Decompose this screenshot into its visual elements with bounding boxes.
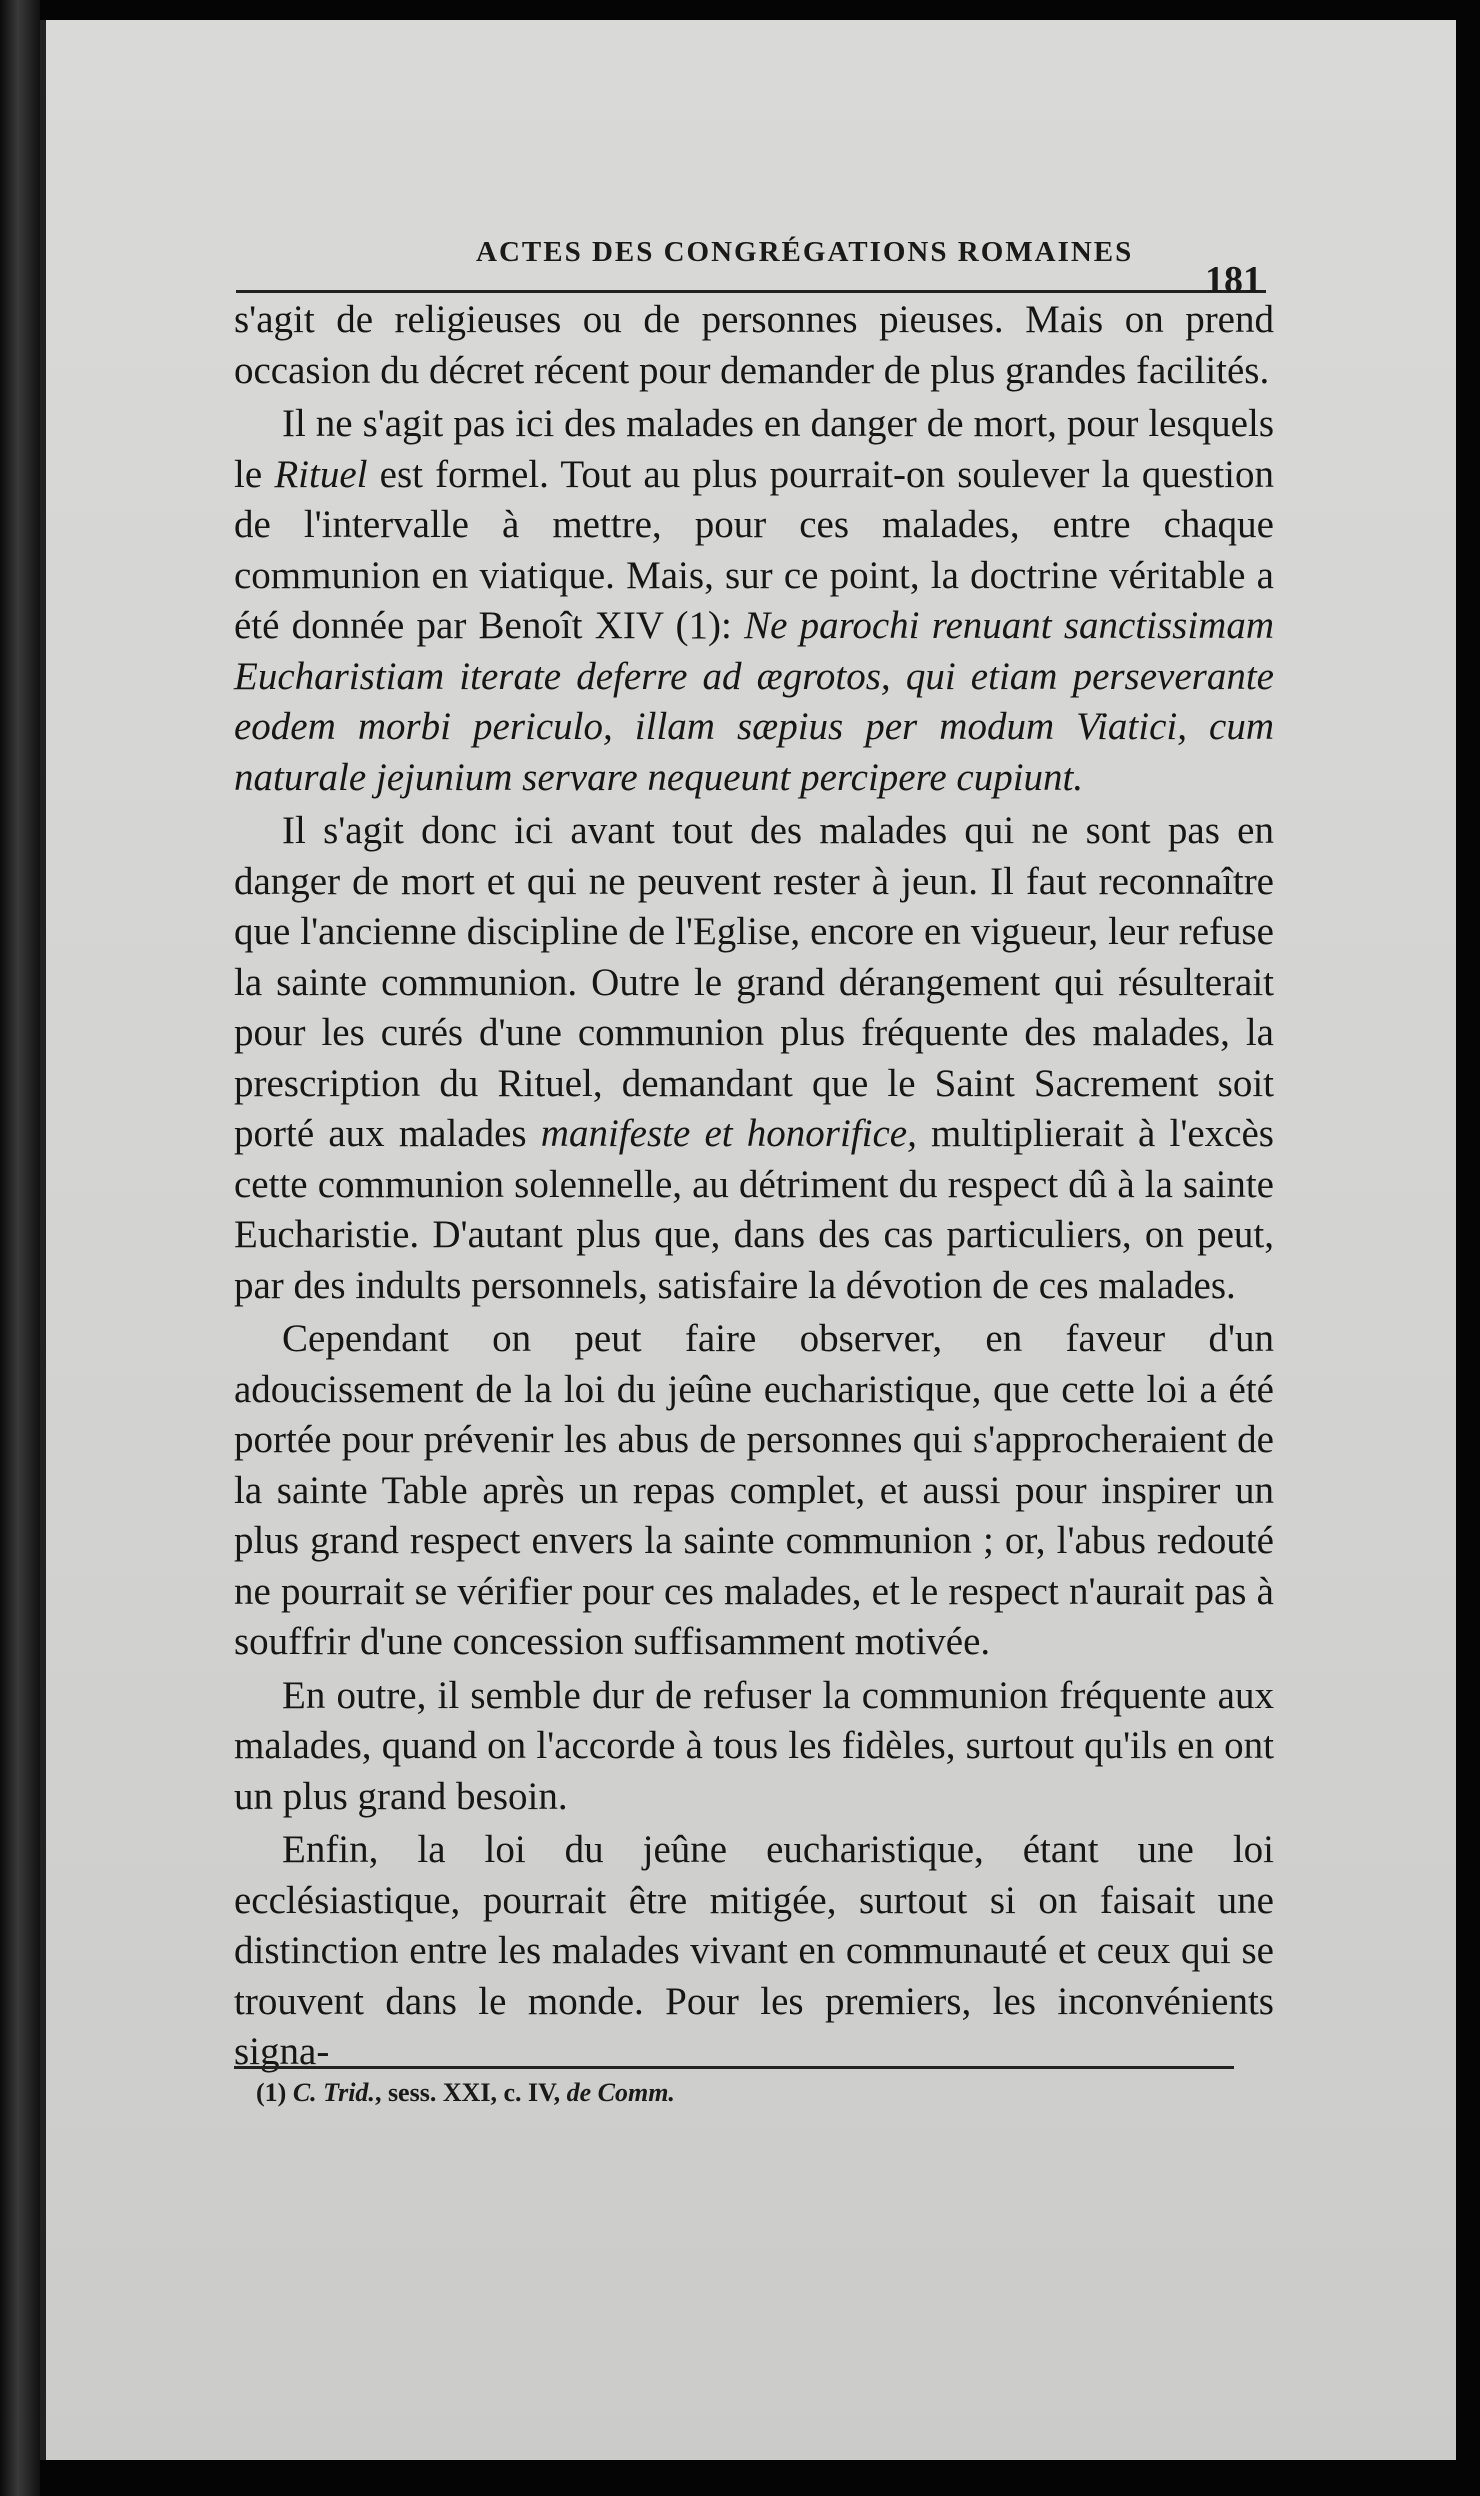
paragraph-text: En outre, il semble dur de refuser la communion fréquente aux malades, quand on l'accorde à tous les fidèles, surtout qu'ils en ont un plus grand besoin. <box>234 1673 1274 1818</box>
book-spine <box>0 0 40 2496</box>
paragraph <box>234 399 1274 803</box>
paragraph-text: Enfin, la loi du jeûne eucharistique, étant une loi ecclésiastique, pourrait être mitigée, surtout si on faisait une distinction entre les malades vivant en communauté et ceux qui se trouvent dans le monde. Pour les premiers, les inconvénients signa- <box>234 1828 1274 2073</box>
paragraph-text: Cependant on peut faire observer, en faveur d'un adoucissement de la loi du jeûne eucharistique, que cette loi a été portée pour prévenir les abus de personnes qui s'approcheraient de la sainte Table après un repas complet, et aussi pour inspirer un plus grand respect envers la sainte communion ; or, l'abus redouté ne pourrait se vérifier pour ces malades, et le respect n'aurait pas à souffrir d'une concession suffisamment motivée. <box>234 1317 1274 1663</box>
paragraph-text: Il s'agit donc ici avant tout des malades qui ne sont pas en danger de mort et qui ne peuvent rester à jeun. Il faut reconnaître que l'ancienne discipline de l'Eglise, encore en vigueur, leur refuse la sainte communion. Outre le grand dérangement qui résulterait pour les curés d'une communion plus fréquente des malades, la prescription du Rituel, demandant que le Saint Sacrement soit porté aux malades <box>234 809 1274 1155</box>
paragraph-text: Il ne s'agit pas ici des malades en danger de mort, pour lesquels le <box>234 402 1274 496</box>
book-page <box>40 20 1456 2460</box>
footnote-text: , sess. XXI, c. IV, <box>374 2078 567 2107</box>
paragraph <box>234 806 1274 1311</box>
paragraph <box>234 1671 1274 1823</box>
paragraph <box>234 1825 1274 2078</box>
footnote-marker: (1) <box>256 2078 287 2107</box>
page-number: 181 <box>1205 259 1262 301</box>
footnote-source-section: de Comm. <box>566 2078 675 2107</box>
footnote-source: C. Trid. <box>292 2078 375 2107</box>
paragraph-text: s'agit de religieuses ou de personnes pieuses. Mais on prend occasion du décret récent pour demander de plus grandes facilités. <box>234 298 1274 392</box>
body-text <box>234 295 1274 2078</box>
paragraph <box>234 295 1274 396</box>
italic-text: manifeste et honorifice, <box>540 1112 917 1155</box>
paragraph-text: est formel. Tout au plus pourrait-on soulever la question de l'intervalle à mettre, pour ces malades, entre chaque communion en viatique. Mais, sur ce point, la doctrine véritable a été donnée par Benoît XIV (1): <box>234 452 1274 647</box>
italic-text: Rituel <box>274 452 368 496</box>
running-header <box>236 220 1266 301</box>
paragraph-text: multiplierait à l'excès cette communion solennelle, au détriment du respect dû à la sainte Eucharistie. D'autant plus que, dans des cas particuliers, on peut, par des indults personnels, satisfaire la dévotion de ces malades. <box>234 1112 1274 1307</box>
footnote-divider <box>234 2066 1234 2069</box>
latin-quotation: Ne parochi renuant sanctissimam Eucharistiam iterate deferre ad ægrotos, qui etiam perseverante eodem morbi periculo, illam sæpius per modum Viatici, cum naturale jejunium servare nequeunt percipere cupiunt. <box>234 604 1274 799</box>
paragraph <box>234 1314 1274 1668</box>
footnote <box>256 2078 1216 2108</box>
running-title: ACTES DES CONGRÉGATIONS ROMAINES <box>476 236 1134 268</box>
